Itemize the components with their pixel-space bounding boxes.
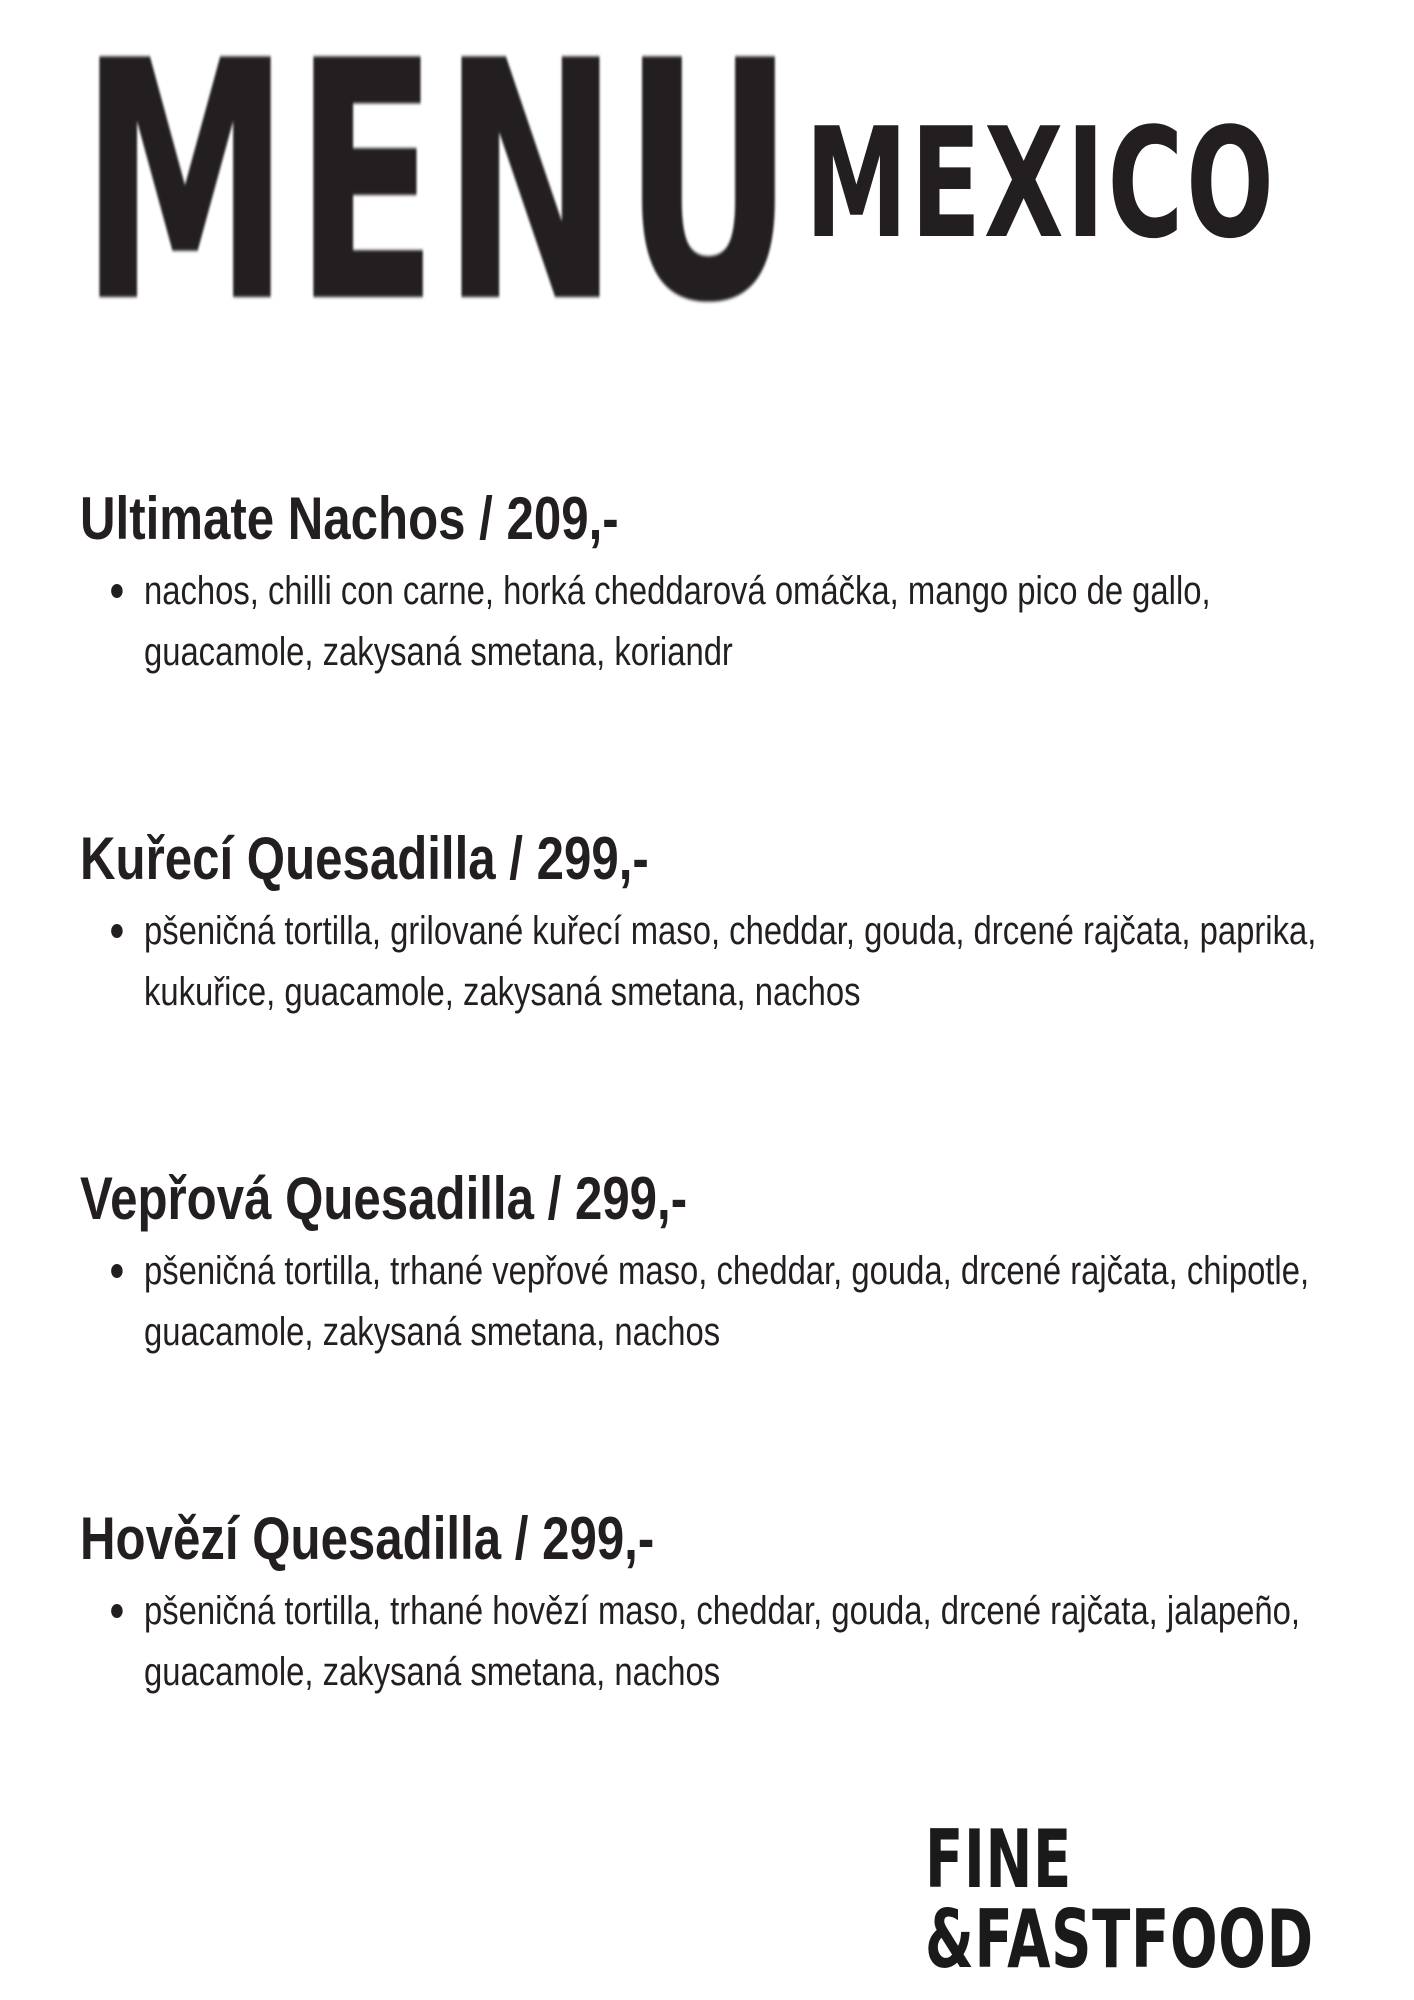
menu-item-title: Ultimate Nachos / 209,- xyxy=(80,485,619,552)
section-title: MEXICO xyxy=(805,95,1277,272)
logo-line-fastfood: &FASTFOOD xyxy=(925,1893,1314,1986)
bullet-icon xyxy=(111,924,122,938)
menu-item-kureci-quesadilla xyxy=(80,823,1360,1023)
menu-heading: MENU xyxy=(80,0,799,375)
menu-item-title: Hovězí Quesadilla / 299,- xyxy=(80,1505,655,1572)
menu-item-title: Kuřecí Quesadilla / 299,- xyxy=(80,825,649,892)
brand-logo xyxy=(925,1813,1314,1986)
menu-item-ultimate-nachos xyxy=(80,483,1360,683)
menu-item-ingredients: pšeničná tortilla, grilované kuřecí maso, cheddar, gouda, drcené rajčata, paprika, kukuřice, guacamole, zakysaná smetana, nachos xyxy=(143,909,1317,1014)
menu-item-ingredients: nachos, chilli con carne, horká cheddarová omáčka, mango pico de gallo, guacamole, zakysaná smetana, koriandr xyxy=(143,569,1211,674)
logo-line-fine: FINE xyxy=(925,1813,1073,1906)
menu-item-description xyxy=(80,1241,1358,1363)
bullet-icon xyxy=(111,1264,122,1278)
menu-item-description xyxy=(80,901,1358,1023)
menu-item-veprova-quesadilla xyxy=(80,1163,1360,1363)
menu-item-description xyxy=(80,1581,1358,1703)
menu-item-ingredients: pšeničná tortilla, trhané hovězí maso, cheddar, gouda, drcené rajčata, jalapeño, guacamole, zakysaná smetana, nachos xyxy=(143,1589,1300,1694)
menu-item-ingredients: pšeničná tortilla, trhané vepřové maso, cheddar, gouda, drcené rajčata, chipotle, guacamole, zakysaná smetana, nachos xyxy=(143,1249,1310,1354)
bullet-icon xyxy=(111,584,122,598)
menu-item-title: Vepřová Quesadilla / 299,- xyxy=(80,1165,688,1232)
menu-item-description xyxy=(80,561,1358,683)
bullet-icon xyxy=(111,1604,122,1618)
menu-item-hovezi-quesadilla xyxy=(80,1503,1360,1703)
